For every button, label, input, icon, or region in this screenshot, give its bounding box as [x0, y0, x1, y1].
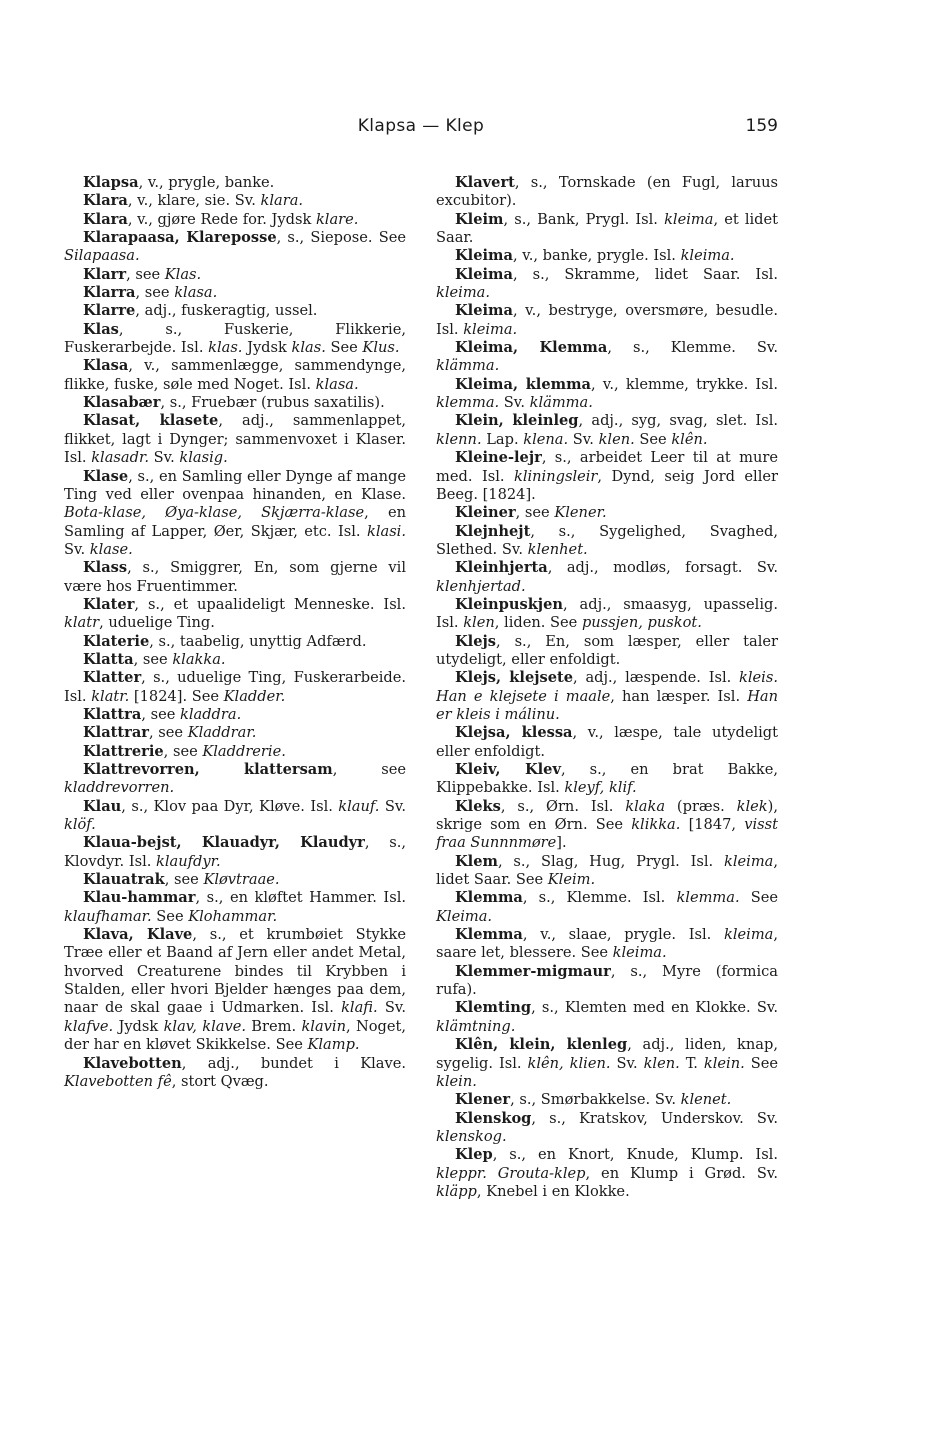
italic-reference: klasa.: [315, 375, 359, 393]
headword: Klemting: [455, 999, 532, 1017]
dictionary-entry: [64, 669, 406, 706]
italic-reference: klemma.: [436, 394, 500, 412]
dictionary-entry: [436, 853, 778, 890]
headword: Klarapaasa, Klareposse: [83, 229, 277, 247]
entry-text: See: [151, 907, 189, 925]
italic-reference: Bota-klase, Øya-klase, Skjærra-klase: [64, 504, 365, 522]
dictionary-entry: [64, 211, 406, 229]
italic-reference: kleima.: [436, 284, 490, 302]
dictionary-entry: [64, 174, 406, 192]
dictionary-entry: [436, 449, 778, 504]
entry-text: Lap.: [481, 430, 524, 448]
headword: Klaua-bejst, Klauadyr, Klaudyr: [83, 834, 365, 852]
entry-text: [1847,: [680, 816, 745, 834]
entry-text: , adj., modløs, forsagt. Sv.: [547, 559, 778, 577]
entry-text: , see: [332, 761, 406, 778]
headword: Klasa: [83, 357, 129, 375]
dictionary-entry: [436, 633, 778, 670]
italic-reference: klare.: [315, 210, 359, 228]
dictionary-entry: [436, 798, 778, 853]
italic-reference: klikka.: [631, 816, 681, 834]
entry-text: , s., taabelig, unyttig Adfærd.: [149, 632, 367, 650]
headword: Kleima: [455, 247, 513, 265]
italic-reference: klämma.: [436, 357, 500, 375]
headword: Klatter: [83, 669, 142, 687]
headword: Klau: [83, 797, 122, 815]
headword: Klem: [455, 852, 498, 870]
headword: Klase: [83, 467, 129, 485]
dictionary-entry: [436, 926, 778, 963]
entry-text: , s., Fuskerie, Flikkerie, Fuskerarbejde. Isl.: [64, 320, 406, 357]
entry-text: , adj., sammenlappet, flikket, lagt i Dynger; sammenvoxet i Klaser. Isl.: [64, 412, 406, 467]
dictionary-entry: [436, 1110, 778, 1147]
entry-text: Sv.: [610, 1054, 644, 1072]
headword: Klapsa: [83, 174, 139, 191]
entry-text: , see: [163, 742, 203, 760]
dictionary-entry: [436, 1036, 778, 1091]
italic-reference: klên.: [671, 430, 708, 448]
italic-reference: Kladder.: [223, 687, 286, 705]
dictionary-entry: [436, 523, 778, 560]
entry-text: See: [744, 1054, 778, 1072]
page-number: 159: [745, 116, 778, 136]
entry-text: , han læsper. Isl.: [610, 687, 748, 705]
italic-reference: kladdrevorren.: [64, 779, 175, 797]
italic-reference: Klas.: [164, 265, 202, 283]
italic-reference: klenskog.: [436, 1127, 507, 1145]
entry-text: Sv.: [377, 999, 406, 1017]
dictionary-entry: [64, 229, 406, 266]
headword: Klejsa, klessa: [455, 724, 573, 742]
entry-text: ].: [556, 834, 567, 852]
entry-text: , s., Tornskade (en Fugl, laruus excubitor).: [436, 174, 778, 210]
entry-text: , s., uduelige Ting, Fuskerarbeide. Isl.: [64, 669, 406, 705]
headword: Klener: [455, 1091, 511, 1109]
italic-reference: kleis. Han e klejsete i maale: [436, 669, 778, 705]
headword: Klasabær: [83, 394, 161, 412]
entry-text: , s., et krumbøiet Stykke Træe eller et Baand af Jern eller andet Metal, hvorved Creaturene bindes til Krybben i Stalden, eller hvori Bjelder hænges paa dem, naar de skal gaae i Udmarken. Isl.: [64, 926, 407, 1017]
italic-reference: klasi.: [366, 522, 406, 540]
entry-text: ), skrige som en Ørn. See: [436, 797, 778, 834]
italic-reference: klaufhamar.: [64, 907, 152, 925]
dictionary-entry: [436, 559, 778, 596]
italic-reference: Kleim.: [547, 871, 596, 889]
headword: Klep: [455, 1146, 493, 1164]
italic-reference: klatr.: [91, 687, 130, 705]
right-column: [436, 174, 778, 1201]
entry-text: , s., Fruebær (rubus saxatilis).: [160, 394, 385, 412]
italic-reference: kleima.: [612, 944, 667, 962]
entry-text: Sv.: [499, 394, 530, 412]
entry-text: , see: [164, 871, 204, 889]
italic-reference: klatr: [64, 614, 100, 632]
italic-reference: klafve.: [64, 1017, 114, 1035]
entry-text: , adj., liden, knap, sygelig. Isl.: [436, 1036, 778, 1072]
italic-reference: pussjen, puskot.: [581, 614, 702, 632]
dictionary-entry: [64, 266, 406, 284]
italic-reference: klavin: [301, 1017, 346, 1035]
headword: Klejnhejt: [455, 522, 531, 540]
entry-text: , s., Ørn. Isl.: [500, 797, 626, 815]
headword: Klejs, klejsete: [455, 669, 574, 687]
italic-reference: klasig.: [179, 449, 228, 467]
headword: Klemmer-migmaur: [455, 962, 611, 980]
dictionary-entry: [436, 302, 778, 339]
entry-text: , adj., bundet i Klave.: [181, 1054, 406, 1072]
entry-text: Sv.: [379, 797, 406, 815]
entry-text: , stort Qvæg.: [171, 1072, 269, 1090]
dictionary-entry: [436, 669, 778, 724]
dictionary-entry: [436, 1146, 778, 1201]
headword: Klattrar: [83, 724, 149, 742]
entry-text: Jydsk: [242, 339, 292, 357]
dictionary-entry: [436, 504, 778, 522]
dictionary-entry: [64, 394, 406, 412]
entry-text: , s., en kløftet Hammer. Isl.: [195, 889, 406, 907]
entry-text: Sv.: [64, 540, 90, 558]
headword: Klarr: [83, 265, 127, 283]
italic-reference: Klamp.: [307, 1036, 360, 1054]
italic-reference: klas.: [208, 339, 243, 357]
headword: Klasat, klasete: [83, 412, 219, 430]
entry-text: , adj., smaasyg, upasselig. Isl.: [436, 595, 778, 632]
italic-reference: Klohammar.: [188, 907, 278, 925]
entry-text: , s., Klov paa Dyr, Kløve. Isl.: [121, 797, 339, 815]
dictionary-entry: [64, 651, 406, 669]
dictionary-entry: [64, 1055, 406, 1092]
entry-text: , see: [126, 265, 165, 283]
italic-reference: klen: [463, 614, 495, 632]
headword: Kleiner: [455, 504, 516, 522]
headword: Klaterie: [83, 632, 150, 650]
entry-text: , liden. See: [494, 614, 582, 632]
entry-text: , Knebel i en Klokke.: [476, 1182, 630, 1200]
entry-text: , s., Klemme. Isl.: [522, 889, 677, 907]
italic-reference: klena.: [523, 430, 569, 448]
dictionary-entry: [64, 192, 406, 210]
entry-text: See: [634, 430, 672, 448]
dictionary-entry: [64, 871, 406, 889]
entry-text: , s., et upaalideligt Menneske. Isl.: [134, 595, 406, 613]
headword: Klein, kleinleg: [455, 412, 579, 430]
italic-reference: klöf.: [64, 816, 96, 834]
dictionary-entry: [436, 999, 778, 1036]
entry-text: , et lidet Saar.: [436, 210, 778, 247]
entry-text: , see: [135, 284, 175, 302]
entry-text: , lidet Saar. See: [436, 852, 778, 889]
headword: Klattra: [83, 705, 142, 723]
headword: Klauatrak: [83, 871, 165, 889]
dictionary-entry: [64, 596, 406, 633]
italic-reference: Klener.: [554, 504, 607, 522]
headword: Kleks: [455, 797, 501, 815]
headword: Klenskog: [455, 1109, 532, 1127]
entry-text: , saare let, blessere. See: [436, 926, 778, 962]
entry-text: , v., klare, sie. Sv.: [127, 192, 261, 210]
running-head: Klapsa — Klep: [357, 116, 485, 136]
italic-reference: Kladdrerie.: [202, 742, 286, 760]
italic-reference: klenet.: [680, 1091, 732, 1109]
entry-text: , adj., fuskeragtig, ussel.: [135, 302, 318, 320]
entry-text: , see: [133, 650, 173, 668]
entry-text: , en Samling af Lapper, Øer, Skjær, etc. Isl.: [64, 504, 406, 540]
dictionary-entry: [436, 596, 778, 633]
headword: Kleinpuskjen: [455, 595, 563, 613]
dictionary-entry: [436, 376, 778, 413]
headword: Kleima, klemma: [455, 375, 591, 393]
dictionary-entry: [64, 926, 406, 1054]
italic-reference: Han er kleis i málinu.: [436, 687, 779, 723]
entry-text: , v., læspe, tale utydeligt eller enfoldigt.: [436, 724, 778, 760]
headword: Klejs: [455, 632, 497, 650]
headword: Klater: [83, 595, 135, 613]
entry-text: , s., En, som læsper, eller taler utydeligt, eller enfoldigt.: [436, 632, 778, 668]
dictionary-entry: [64, 743, 406, 761]
entry-text: , s., Smørbakkelse. Sv.: [510, 1091, 681, 1109]
italic-reference: kleima: [724, 852, 774, 870]
entry-text: Brem.: [245, 1017, 302, 1035]
dictionary-entry: [64, 357, 406, 394]
page-header: [64, 116, 778, 142]
entry-text: , s., arbeidet Leer til at mure med. Isl.: [436, 449, 778, 485]
left-column: [64, 174, 406, 1091]
italic-reference: klek: [736, 797, 768, 815]
entry-text: See: [325, 339, 363, 357]
entry-text: , v., klemme, trykke. Isl.: [590, 375, 778, 393]
entry-text: , s., Skramme, lidet Saar. Isl.: [512, 265, 778, 283]
dictionary-entry: [436, 247, 778, 265]
dictionary-entry: [64, 724, 406, 742]
dictionary-entry: [436, 1091, 778, 1109]
italic-reference: klein.: [703, 1054, 745, 1072]
entry-text: , s., Myre (formica rufa).: [436, 962, 778, 999]
headword: Klara: [83, 210, 128, 228]
headword: Klava, Klave: [83, 926, 193, 944]
headword: Kleiv, Klev: [455, 761, 561, 778]
italic-reference: Kløvtraae.: [203, 871, 280, 889]
headword: Klarra: [83, 284, 136, 302]
dictionary-entry: [64, 559, 406, 596]
headword: Klavebotten: [83, 1054, 182, 1072]
italic-reference: kliningsleir: [513, 467, 598, 485]
italic-reference: klein.: [436, 1072, 477, 1090]
entry-text: , Dynd, seig Jord eller Beeg. [1824].: [436, 467, 778, 503]
headword: Klass: [83, 559, 128, 577]
entry-text: (præs.: [665, 797, 737, 815]
headword: Klattrevorren, klattersam: [83, 761, 333, 778]
headword: Klatta: [83, 650, 134, 668]
italic-reference: klên, klien.: [527, 1054, 611, 1072]
entry-text: , s., en brat Bakke, Klippebakke. Isl.: [436, 761, 778, 797]
dictionary-entry: [436, 339, 778, 376]
italic-reference: kleima: [664, 210, 714, 228]
entry-text: , s., Slag, Hug, Prygl. Isl.: [497, 852, 724, 870]
entry-text: T.: [679, 1054, 704, 1072]
dictionary-entry: [436, 266, 778, 303]
headword: Kleinhjerta: [455, 559, 548, 577]
italic-reference: Klus.: [362, 339, 400, 357]
entry-text: , s., Smiggrer, En, som gjerne vil være hos Fruentimmer.: [64, 559, 406, 595]
italic-reference: klafi.: [341, 999, 378, 1017]
dictionary-entry: [436, 761, 778, 798]
dictionary-entry: [64, 302, 406, 320]
dictionary-entry: [436, 412, 778, 449]
entry-text: See: [739, 889, 778, 907]
italic-reference: klenn.: [436, 430, 482, 448]
italic-reference: klen.: [643, 1054, 680, 1072]
headword: Klên, klein, klenleg: [455, 1036, 628, 1054]
italic-reference: kläpp: [436, 1182, 477, 1200]
entry-text: Jydsk: [113, 1017, 164, 1035]
italic-reference: klämtning.: [436, 1017, 516, 1035]
entry-text: , en Klump i Grød. Sv.: [585, 1164, 778, 1182]
italic-reference: kleima.: [463, 320, 518, 338]
dictionary-entry: [64, 633, 406, 651]
entry-text: , s., Kratskov, Underskov. Sv.: [531, 1109, 778, 1127]
dictionary-entry: [436, 211, 778, 248]
italic-reference: klakka.: [172, 650, 226, 668]
headword: Klas: [83, 320, 119, 338]
entry-text: Sv.: [568, 430, 599, 448]
entry-text: , uduelige Ting.: [99, 614, 215, 632]
italic-reference: Silapaasa.: [64, 247, 140, 265]
entry-text: , v., prygle, banke.: [138, 174, 275, 191]
italic-reference: klara.: [260, 192, 304, 210]
dictionary-entry: [64, 468, 406, 560]
headword: Klau-hammar: [83, 889, 196, 907]
entry-text: , s., Klemme. Sv.: [607, 339, 779, 357]
italic-reference: klasa.: [174, 284, 218, 302]
italic-reference: kleppr. Grouta-klep: [436, 1164, 586, 1182]
entry-text: , v., sammenlægge, sammendynge, flikke, fuske, søle med Noget. Isl.: [64, 357, 406, 393]
italic-reference: Kladdrar.: [187, 724, 257, 742]
headword: Klattrerie: [83, 742, 164, 760]
headword: Klemma: [455, 926, 523, 944]
dictionary-entry: [64, 798, 406, 835]
italic-reference: kleyf, klif.: [564, 779, 637, 797]
entry-text: , see: [149, 724, 188, 742]
italic-reference: Kleima.: [436, 907, 493, 925]
italic-reference: kleima: [724, 926, 774, 944]
dictionary-entry: [64, 761, 406, 798]
headword: Kleim: [455, 210, 504, 228]
entry-text: [1824]. See: [129, 687, 224, 705]
italic-reference: klase.: [89, 540, 133, 558]
entry-text: , s., Sygelighed, Svaghed, Slethed. Sv.: [436, 522, 778, 558]
entry-text: , s., Bank, Prygl. Isl.: [503, 210, 665, 228]
entry-text: , v., gjøre Rede for. Jydsk: [127, 210, 316, 228]
dictionary-entry: [64, 412, 406, 467]
entry-text: , v., bestryge, oversmøre, besudle. Isl.: [436, 302, 778, 338]
italic-reference: visst fraa Sunnnmøre: [436, 816, 778, 852]
entry-text: Sv.: [148, 449, 180, 467]
entry-text: , adj., læspende. Isl.: [573, 669, 740, 687]
italic-reference: kladdra.: [180, 705, 242, 723]
italic-reference: klaufdyr.: [156, 852, 221, 870]
italic-reference: klaka: [625, 797, 666, 815]
entry-text: , s., en Knort, Knude, Klump. Isl.: [492, 1146, 778, 1164]
italic-reference: Klavebotten fê: [64, 1072, 172, 1090]
italic-reference: klas.: [291, 339, 326, 357]
dictionary-entry: [64, 321, 406, 358]
dictionary-entry: [64, 889, 406, 926]
italic-reference: klenhjertad.: [436, 577, 526, 595]
headword: Kleima: [455, 302, 513, 320]
dictionary-entry: [436, 963, 778, 1000]
headword: Klara: [83, 192, 128, 210]
entry-text: , s., Klemten med en Klokke. Sv.: [531, 999, 778, 1017]
headword: Kleima: [455, 265, 513, 283]
entry-text: , s., Klovdyr. Isl.: [64, 834, 406, 870]
entry-text: , see: [515, 504, 555, 522]
italic-reference: klemma.: [676, 889, 740, 907]
headword: Klemma: [455, 889, 523, 907]
dictionary-entry: [64, 706, 406, 724]
entry-text: , Noget, der har en kløvet Skikkelse. See: [64, 1017, 406, 1054]
dictionary-entry: [64, 834, 406, 871]
italic-reference: klasadr.: [91, 449, 149, 467]
entry-text: , v., slaae, prygle. Isl.: [522, 926, 724, 944]
dictionary-entry: [436, 724, 778, 761]
entry-text: , see: [141, 705, 180, 723]
italic-reference: kleima.: [680, 247, 735, 265]
headword: Kleine-lejr: [455, 449, 542, 467]
dictionary-entry: [436, 889, 778, 926]
dictionary-entry: [64, 284, 406, 302]
headword: Kleima, Klemma: [455, 339, 608, 357]
entry-text: , s., Siepose. See: [276, 229, 406, 247]
italic-reference: klämma.: [529, 394, 593, 412]
headword: Klarre: [83, 302, 136, 320]
italic-reference: klauf.: [338, 797, 380, 815]
entry-text: , s., en Samling eller Dynge af mange Ting ved eller ovenpaa hinanden, en Klase.: [64, 467, 406, 503]
headword: Klavert: [455, 174, 515, 191]
entry-text: , adj., syg, svag, slet. Isl.: [578, 412, 778, 430]
dictionary-entry: [436, 174, 778, 211]
italic-reference: klen.: [598, 430, 635, 448]
entry-text: , v., banke, prygle. Isl.: [512, 247, 681, 265]
italic-reference: klenhet.: [527, 540, 588, 558]
italic-reference: klav, klave.: [163, 1017, 246, 1035]
